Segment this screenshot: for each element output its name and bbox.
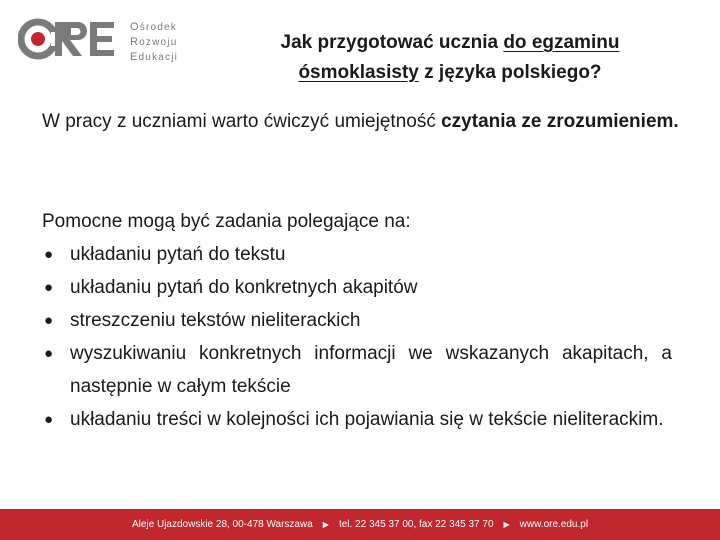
footer-address: Aleje Ujazdowskie 28, 00-478 Warszawa xyxy=(131,519,313,530)
bullet-icon: ● xyxy=(44,411,54,428)
footer-phone: tel. 22 345 37 00, fax 22 345 37 70 xyxy=(338,519,494,530)
list-item-text: streszczeniu tekstów nieliterackich xyxy=(70,310,361,331)
task-list xyxy=(42,238,672,436)
list-item-text: układaniu treści w kolejności ich pojawiania się w tekście nieliterackim. xyxy=(70,409,664,430)
title-part-1: Jak przygotować ucznia xyxy=(280,32,504,53)
title-part-2: do egzaminu xyxy=(503,32,620,53)
logo-subtitle xyxy=(130,20,178,65)
logo-line-2: Rozwoju xyxy=(130,36,178,48)
list-item-text: wyszukiwaniu konkretnych informacji we wskazanych akapitach, a następnie w całym tekście xyxy=(70,343,672,397)
list-lead: Pomocne mogą być zadania polegające na: xyxy=(42,211,411,232)
list-item xyxy=(42,271,672,304)
list-item xyxy=(42,238,672,271)
footer-bar xyxy=(0,509,720,540)
intro-bold: czytania ze zrozumieniem. xyxy=(441,111,679,132)
slide-title xyxy=(200,28,700,88)
intro-text: W pracy z uczniami warto ćwiczyć umiejętność xyxy=(42,111,442,132)
logo-line-3: Edukacji xyxy=(130,51,179,63)
title-part-4: z języka polskiego? xyxy=(418,62,602,83)
footer-website-link[interactable]: www.ore.edu.pl xyxy=(519,519,589,530)
separator-icon: ▶ xyxy=(322,520,329,529)
list-item-text: układaniu pytań do tekstu xyxy=(70,244,286,265)
list-item xyxy=(42,304,672,337)
list-item-text: układaniu pytań do konkretnych akapitów xyxy=(70,277,418,298)
logo-line-1: Ośrodek xyxy=(130,21,177,33)
bullet-icon: ● xyxy=(44,279,54,296)
title-part-3: ósmoklasisty xyxy=(298,62,419,83)
bullet-icon: ● xyxy=(44,246,54,263)
ore-logo-mark xyxy=(18,18,122,62)
bullet-icon: ● xyxy=(44,345,54,362)
intro-paragraph xyxy=(42,106,682,138)
bullet-icon: ● xyxy=(44,312,54,329)
list-item xyxy=(42,337,672,403)
list-item xyxy=(42,403,672,436)
separator-icon: ▶ xyxy=(503,520,510,529)
